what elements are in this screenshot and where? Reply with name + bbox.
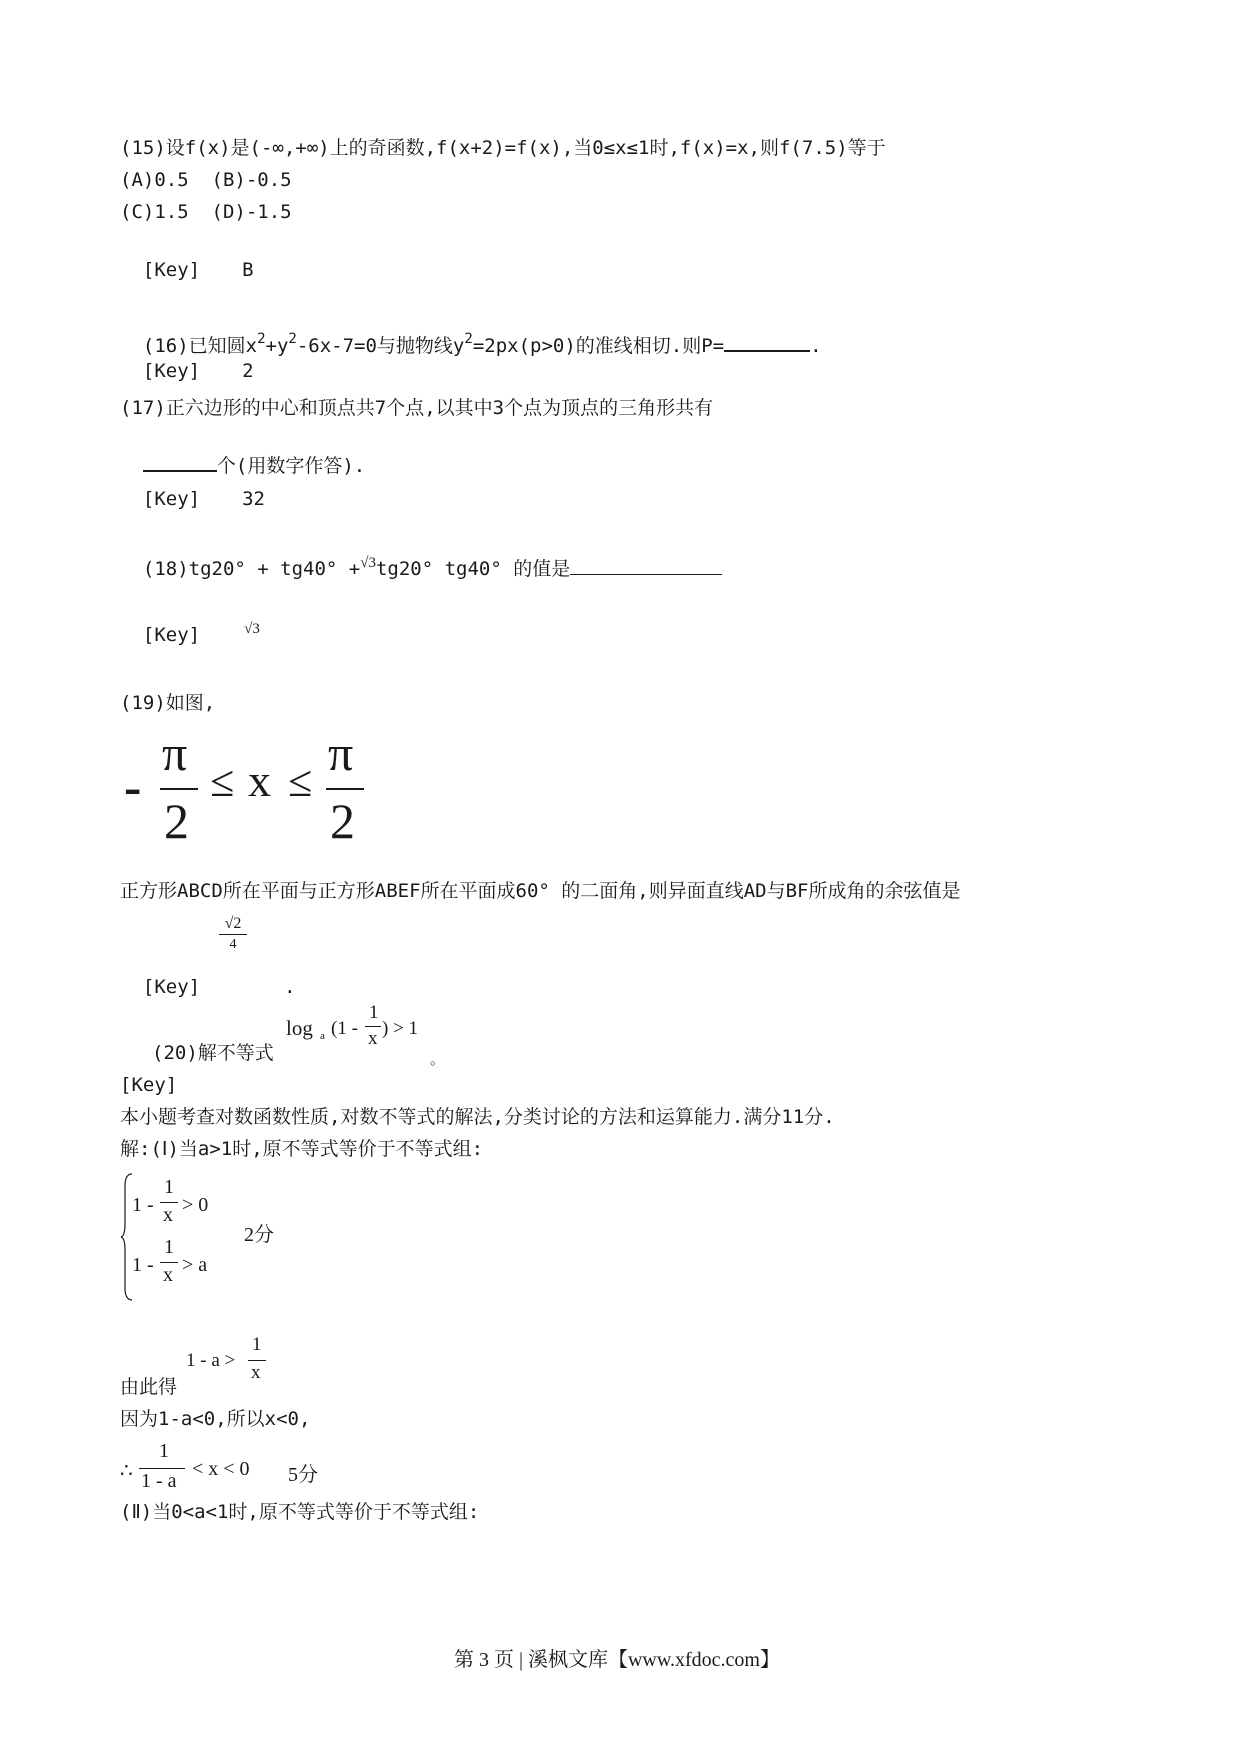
q20-intro: 本小题考查对数函数性质,对数不等式的解法,分类讨论的方法和运算能力.满分11分. xyxy=(120,1106,835,1128)
page-footer: 第 3 页 | 溪枫文库【www.xfdoc.com】 xyxy=(453,1649,780,1671)
fraction-bar xyxy=(248,1360,266,1361)
q20-inequality: log a (1 - 1 x ) > 1 xyxy=(286,1002,419,1049)
q16-answer: 2 xyxy=(242,360,254,382)
since-line: 因为1-a<0,所以x<0, xyxy=(120,1408,311,1430)
sqrt3-term: √3 xyxy=(360,555,376,571)
q20-solution-case1: 解:(Ⅰ)当a>1时,原不等式等价于不等式组: xyxy=(120,1138,484,1160)
q19-stem: 正方形ABCD所在平面与正方形ABEF所在平面成60° 的二面角,则异面直线AD与BF所成角的余弦值是 xyxy=(120,880,961,902)
q16-key-row xyxy=(120,332,254,384)
derive-label: 由此得 xyxy=(120,1376,178,1398)
q18-answer: √3 xyxy=(244,621,260,637)
q20-key-label: [Key] xyxy=(120,1074,178,1096)
q19-key-row: [Key] . xyxy=(142,976,296,998)
q16-stem: (16)已知圆$x^2+y^2-6x-7=0$与抛物线$y^2=2px(p>0)$的准线相切.则P= . xyxy=(142,331,822,357)
answer-blank xyxy=(724,350,810,352)
q20-solution-case2: (Ⅱ)当0<a<1时,原不等式等价于不等式组: xyxy=(120,1501,480,1523)
result-inequality: ∴ 1 1 - a < x < 0 5分 xyxy=(120,1440,318,1492)
score-5: 5分 xyxy=(288,1464,318,1486)
q19-answer-fraction: √2 4 xyxy=(219,914,247,955)
key-label: [Key] xyxy=(142,976,201,998)
q15-options-cd: (C)1.5 (D)-1.5 xyxy=(120,201,292,223)
q18-stem: (18)tg20° + tg40° +$^{√3}$tg20° tg40° 的值是 xyxy=(120,530,722,584)
key-label: [Key] xyxy=(142,624,201,646)
fraction-bar xyxy=(160,788,198,790)
q20-label: (20)解不等式 xyxy=(152,1042,274,1064)
q19-range-formula: - π 2 ≤ x ≤ π 2 xyxy=(120,730,380,860)
fraction-bar xyxy=(160,1202,178,1203)
fraction-bar xyxy=(139,1468,185,1469)
q18-key-row xyxy=(120,596,260,650)
key-label: [Key] xyxy=(142,259,201,281)
q17-answer: 32 xyxy=(242,488,265,510)
q17-stem-line2: 个(用数字作答). xyxy=(120,427,365,479)
answer-blank xyxy=(570,574,722,575)
key-label: [Key] xyxy=(142,360,201,382)
derive-inequality: 1 - a > 1 x xyxy=(186,1336,296,1396)
q17-stem-line1: (17)正六边形的中心和顶点共7个点,以其中3个点为顶点的三角形共有 xyxy=(120,397,714,419)
fraction-bar xyxy=(160,1262,178,1263)
key-label: [Key] xyxy=(142,488,201,510)
left-brace-icon xyxy=(120,1172,134,1302)
inequality-system: 1 - 1 x > 0 1 - 1 x > a xyxy=(120,1172,300,1302)
q15-key-row xyxy=(120,231,254,283)
fraction-bar xyxy=(326,788,364,790)
q15-answer: B xyxy=(242,259,254,281)
q15-options-ab: (A)0.5 (B)-0.5 xyxy=(120,169,292,191)
q17-key-row xyxy=(120,460,265,512)
q19-intro: (19)如图, xyxy=(120,692,216,714)
q15-stem: (15)设f(x)是(-∞,+∞)上的奇函数,f(x+2)=f(x),当0≤x≤1时,f(x)=x,则f(7.5)等于 xyxy=(120,137,886,159)
score-2: 2分 xyxy=(244,1224,274,1246)
fraction-bar xyxy=(365,1026,381,1027)
